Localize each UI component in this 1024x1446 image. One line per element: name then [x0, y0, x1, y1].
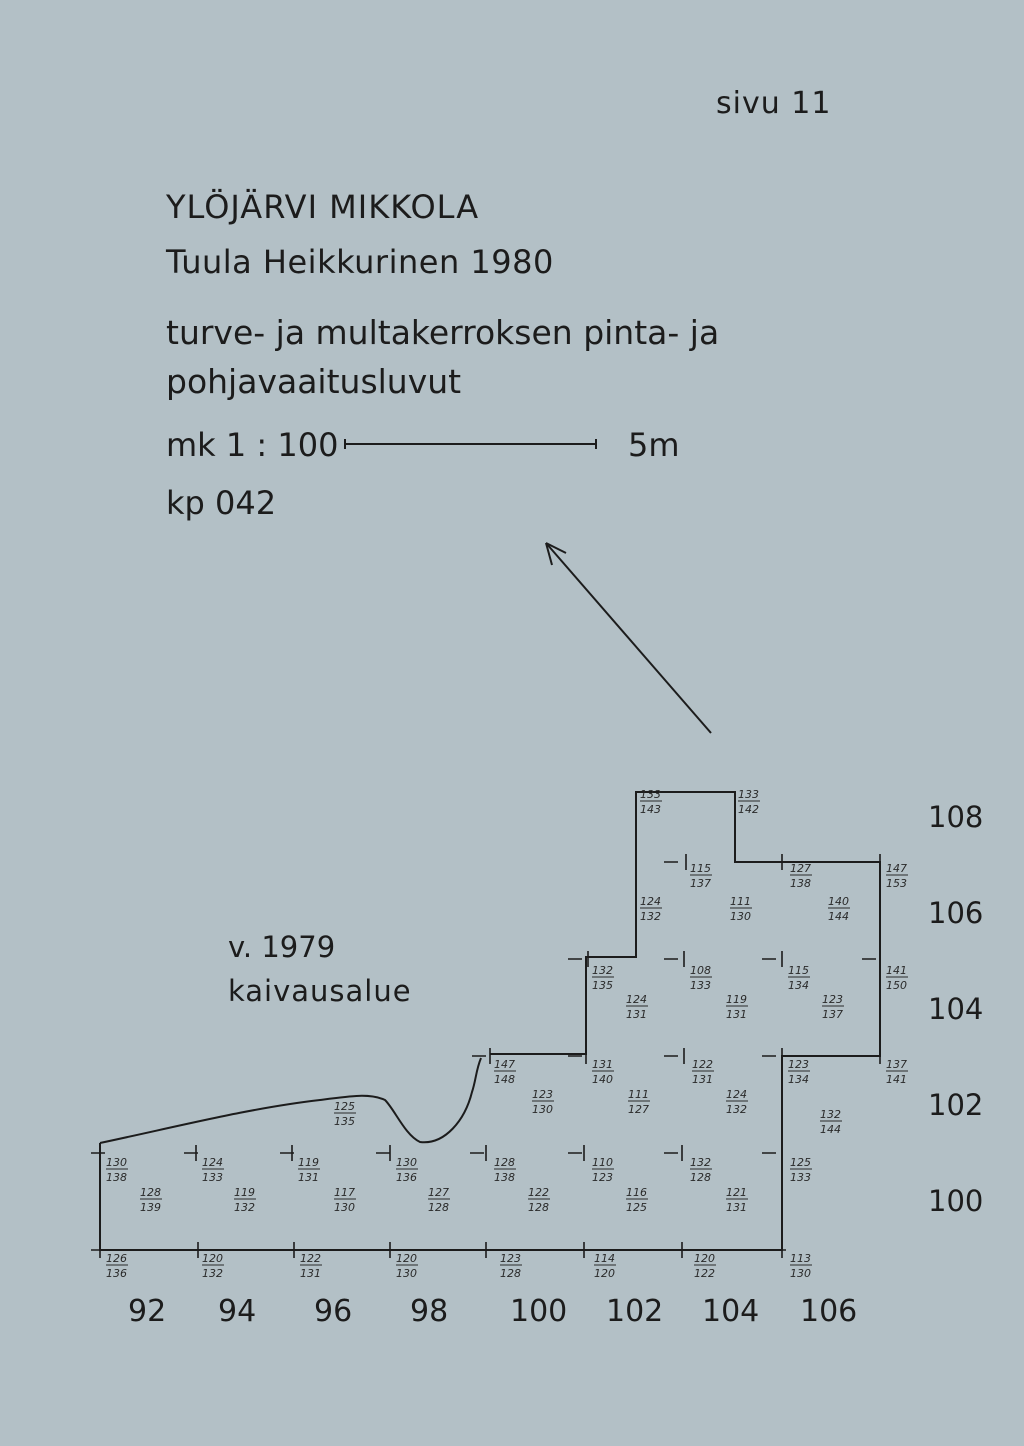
measurement — [690, 964, 712, 992]
svg-text:148: 148 — [494, 1073, 515, 1086]
svg-text:120: 120 — [396, 1252, 417, 1265]
svg-text:122: 122 — [528, 1186, 549, 1199]
svg-text:111: 111 — [628, 1088, 649, 1101]
svg-text:135: 135 — [592, 979, 613, 992]
page-number: sivu 11 — [716, 86, 832, 121]
svg-text:130: 130 — [730, 910, 751, 923]
measurement — [334, 1186, 356, 1214]
measurement — [730, 895, 752, 923]
measurement — [828, 895, 850, 923]
measurement — [528, 1186, 550, 1214]
svg-text:119: 119 — [726, 993, 747, 1006]
svg-text:126: 126 — [106, 1252, 127, 1265]
measurement — [592, 1058, 614, 1086]
sheet-code: kp 042 — [166, 484, 277, 522]
excavation-year: v. 1979 — [228, 930, 336, 964]
measurement — [822, 993, 844, 1021]
svg-text:123: 123 — [532, 1088, 553, 1101]
svg-text:140: 140 — [828, 895, 849, 908]
grid-x-label: 100 — [510, 1294, 568, 1329]
author-year: Tuula Heikkurinen 1980 — [166, 243, 554, 281]
svg-text:132: 132 — [640, 910, 661, 923]
svg-text:130: 130 — [334, 1201, 355, 1214]
grid-y-label: 106 — [928, 896, 984, 930]
svg-text:127: 127 — [790, 862, 811, 875]
svg-text:116: 116 — [626, 1186, 647, 1199]
svg-text:132: 132 — [726, 1103, 747, 1116]
svg-text:130: 130 — [396, 1267, 417, 1280]
measurement — [396, 1252, 418, 1280]
measurement — [886, 862, 908, 890]
svg-text:132: 132 — [820, 1108, 841, 1121]
svg-text:141: 141 — [886, 964, 907, 977]
svg-text:123: 123 — [592, 1171, 613, 1184]
measurement — [428, 1186, 450, 1214]
measurement — [692, 1058, 714, 1086]
measurement — [202, 1252, 224, 1280]
measurement — [592, 1156, 614, 1184]
measurement — [494, 1156, 516, 1184]
svg-text:128: 128 — [428, 1201, 449, 1214]
svg-text:132: 132 — [690, 1156, 711, 1169]
svg-text:138: 138 — [494, 1171, 515, 1184]
measurement — [334, 1100, 356, 1128]
measurement — [788, 1058, 810, 1086]
svg-text:124: 124 — [726, 1088, 747, 1101]
location-title: YLÖJÄRVI MIKKOLA — [166, 188, 480, 226]
svg-text:124: 124 — [640, 895, 661, 908]
svg-text:134: 134 — [788, 1073, 809, 1086]
measurement — [820, 1108, 842, 1136]
svg-text:125: 125 — [790, 1156, 811, 1169]
measurement — [790, 1252, 812, 1280]
svg-text:137: 137 — [690, 877, 711, 890]
svg-text:115: 115 — [788, 964, 809, 977]
svg-text:131: 131 — [726, 1008, 747, 1021]
measurement — [726, 1186, 748, 1214]
svg-text:147: 147 — [886, 862, 907, 875]
scale-bar — [345, 439, 596, 449]
svg-text:131: 131 — [692, 1073, 713, 1086]
grid-x-label: 92 — [128, 1294, 167, 1329]
svg-text:132: 132 — [592, 964, 613, 977]
measurement — [790, 862, 812, 890]
svg-text:131: 131 — [592, 1058, 613, 1071]
svg-text:144: 144 — [828, 910, 849, 923]
measurement — [140, 1186, 162, 1214]
description-line-1: turve- ja multakerroksen pinta- ja — [166, 313, 720, 352]
svg-text:127: 127 — [628, 1103, 649, 1116]
north-arrow-icon — [546, 543, 711, 733]
svg-text:130: 130 — [790, 1267, 811, 1280]
svg-text:133: 133 — [790, 1171, 811, 1184]
svg-text:131: 131 — [298, 1171, 319, 1184]
previous-excavation-boundary — [100, 1058, 481, 1143]
svg-text:122: 122 — [692, 1058, 713, 1071]
excavation-area-label: kaivausalue — [228, 974, 412, 1008]
scale-label: mk 1 : 100 — [166, 426, 339, 464]
svg-text:133: 133 — [738, 788, 759, 801]
measurement — [396, 1156, 418, 1184]
measurement — [640, 788, 662, 816]
measurement — [626, 993, 648, 1021]
svg-text:111: 111 — [730, 895, 751, 908]
svg-text:142: 142 — [738, 803, 759, 816]
measurement — [592, 964, 614, 992]
svg-text:124: 124 — [202, 1156, 223, 1169]
grid-crosses — [91, 854, 880, 1258]
measurement — [788, 964, 810, 992]
measurement — [202, 1156, 224, 1184]
svg-text:113: 113 — [790, 1252, 811, 1265]
svg-text:120: 120 — [594, 1267, 615, 1280]
svg-text:137: 137 — [886, 1058, 907, 1071]
svg-text:136: 136 — [396, 1171, 417, 1184]
svg-text:117: 117 — [334, 1186, 355, 1199]
svg-text:134: 134 — [788, 979, 809, 992]
svg-text:119: 119 — [298, 1156, 319, 1169]
svg-text:131: 131 — [726, 1201, 747, 1214]
grid-y-label: 108 — [928, 800, 984, 834]
svg-text:131: 131 — [300, 1267, 321, 1280]
svg-text:133: 133 — [202, 1171, 223, 1184]
measurement — [790, 1156, 812, 1184]
grid-y-label: 102 — [928, 1088, 984, 1122]
svg-text:141: 141 — [886, 1073, 907, 1086]
svg-text:140: 140 — [592, 1073, 613, 1086]
svg-text:127: 127 — [428, 1186, 449, 1199]
svg-text:147: 147 — [494, 1058, 515, 1071]
measurement — [640, 895, 662, 923]
svg-text:123: 123 — [788, 1058, 809, 1071]
svg-text:114: 114 — [594, 1252, 615, 1265]
measurement — [886, 964, 908, 992]
svg-text:115: 115 — [690, 862, 711, 875]
svg-text:153: 153 — [886, 877, 907, 890]
svg-text:123: 123 — [822, 993, 843, 1006]
measurement — [494, 1058, 516, 1086]
grid-x-label: 102 — [606, 1294, 664, 1329]
measurement — [726, 993, 748, 1021]
grid-x-label: 104 — [702, 1294, 760, 1329]
svg-text:144: 144 — [820, 1123, 841, 1136]
measurement — [298, 1156, 320, 1184]
svg-text:128: 128 — [494, 1156, 515, 1169]
measurement — [690, 1156, 712, 1184]
svg-text:130: 130 — [396, 1156, 417, 1169]
svg-text:122: 122 — [694, 1267, 715, 1280]
measurement — [532, 1088, 554, 1116]
svg-text:128: 128 — [500, 1267, 521, 1280]
svg-text:137: 137 — [822, 1008, 843, 1021]
grid-x-label: 96 — [314, 1294, 353, 1329]
svg-text:119: 119 — [234, 1186, 255, 1199]
grid-x-label: 106 — [800, 1294, 858, 1329]
measurement — [594, 1252, 616, 1280]
svg-text:138: 138 — [790, 877, 811, 890]
grid-y-label: 100 — [928, 1184, 984, 1218]
svg-text:123: 123 — [500, 1252, 521, 1265]
measurement — [628, 1088, 650, 1116]
svg-text:125: 125 — [626, 1201, 647, 1214]
svg-text:128: 128 — [690, 1171, 711, 1184]
svg-text:125: 125 — [334, 1100, 355, 1113]
svg-text:120: 120 — [202, 1252, 223, 1265]
measurement — [726, 1088, 748, 1116]
measurement — [738, 788, 760, 816]
grid-y-label: 104 — [928, 992, 984, 1026]
scale-length: 5m — [628, 426, 680, 464]
measurement — [500, 1252, 522, 1280]
svg-text:121: 121 — [726, 1186, 747, 1199]
grid-x-label: 98 — [410, 1294, 449, 1329]
measurement — [626, 1186, 648, 1214]
svg-text:110: 110 — [592, 1156, 613, 1169]
measurement — [106, 1252, 128, 1280]
svg-text:128: 128 — [140, 1186, 161, 1199]
measurement — [694, 1252, 716, 1280]
svg-text:135: 135 — [334, 1115, 355, 1128]
svg-text:131: 131 — [626, 1008, 647, 1021]
svg-text:108: 108 — [690, 964, 711, 977]
svg-text:132: 132 — [202, 1267, 223, 1280]
svg-text:120: 120 — [694, 1252, 715, 1265]
svg-text:130: 130 — [106, 1156, 127, 1169]
svg-text:133: 133 — [640, 788, 661, 801]
svg-text:139: 139 — [140, 1201, 161, 1214]
svg-text:124: 124 — [626, 993, 647, 1006]
grid-x-label: 94 — [218, 1294, 257, 1329]
measurement — [886, 1058, 908, 1086]
svg-text:122: 122 — [300, 1252, 321, 1265]
svg-text:128: 128 — [528, 1201, 549, 1214]
svg-text:132: 132 — [234, 1201, 255, 1214]
description-line-2: pohjavaaitusluvut — [166, 362, 462, 401]
measurement — [690, 862, 712, 890]
measurement — [106, 1156, 128, 1184]
svg-text:136: 136 — [106, 1267, 127, 1280]
measurement — [300, 1252, 322, 1280]
measurement — [234, 1186, 256, 1214]
svg-text:130: 130 — [532, 1103, 553, 1116]
svg-text:133: 133 — [690, 979, 711, 992]
svg-text:138: 138 — [106, 1171, 127, 1184]
svg-text:143: 143 — [640, 803, 661, 816]
svg-text:150: 150 — [886, 979, 907, 992]
